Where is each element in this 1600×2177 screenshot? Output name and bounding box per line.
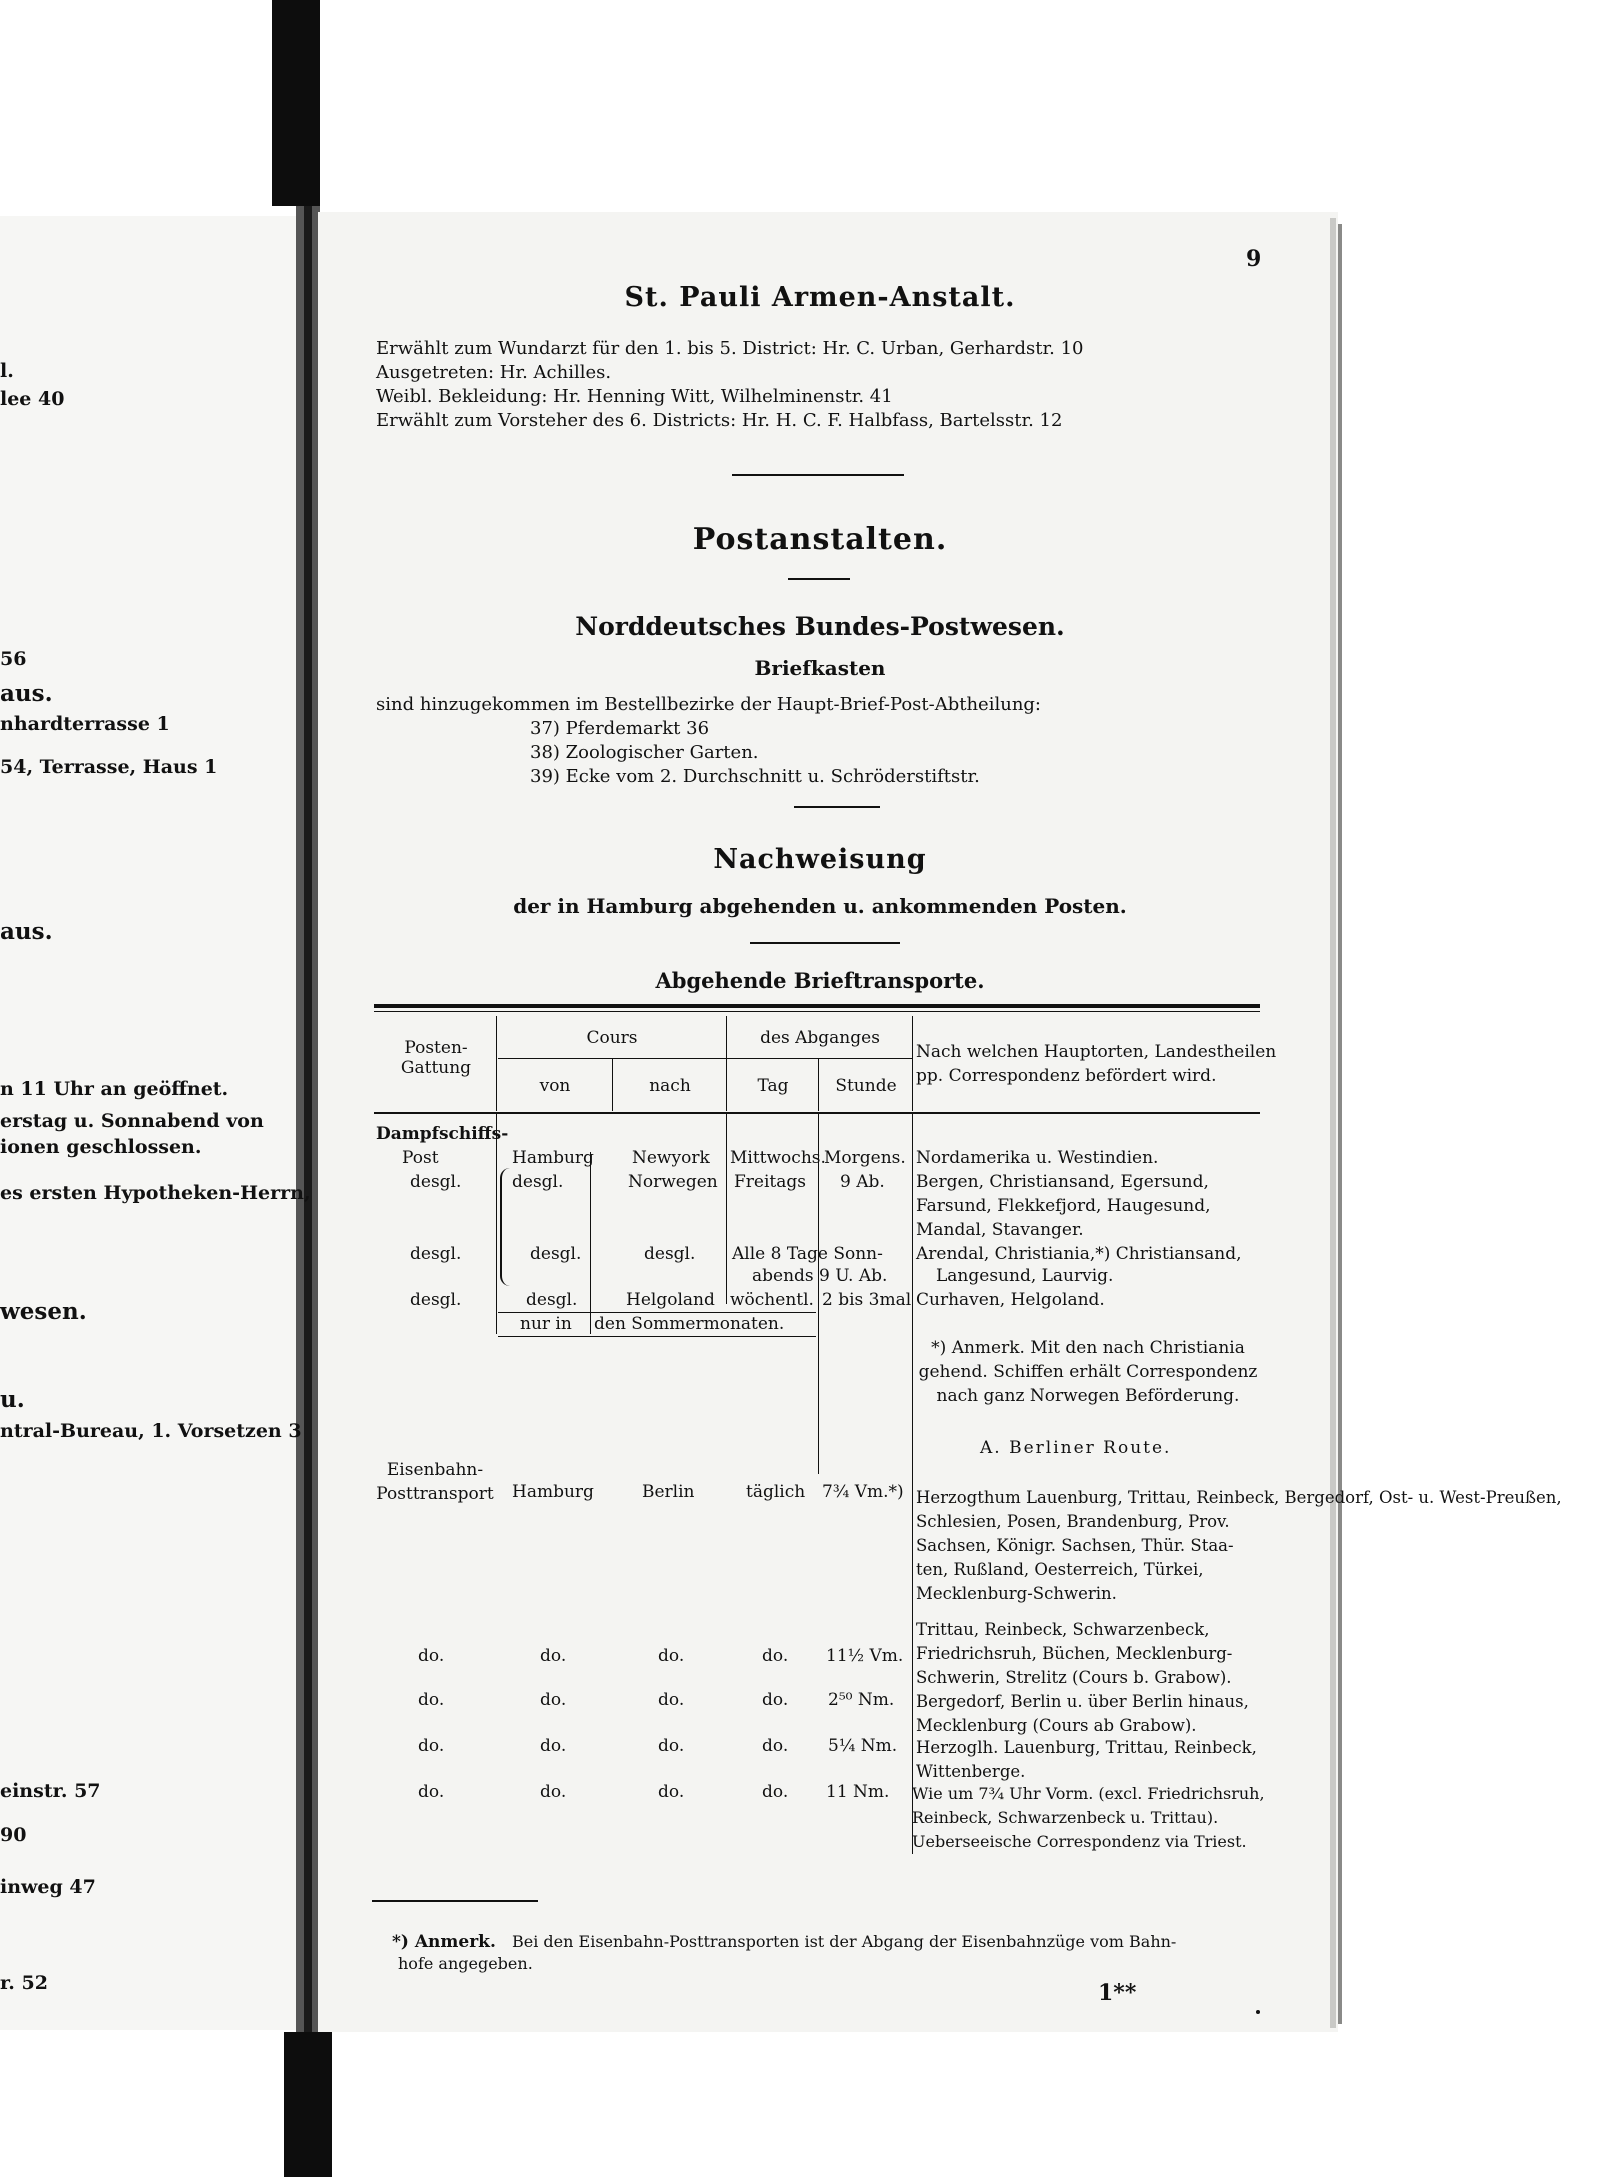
abgang-rule [726,1058,912,1059]
nach-cell: do. [658,1690,685,1710]
von-cell: Hamburg [512,1148,594,1168]
von-cell: desgl. [512,1172,564,1192]
gattung-dampf: Dampfschiffs- [376,1124,509,1144]
von-cell: desgl. [526,1290,578,1310]
tag-cell: abends 9 U. Ab. [752,1266,888,1286]
section-subtitle: Norddeutsches Bundes-Postwesen. [575,612,1065,641]
nach-cell: Newyork [632,1148,710,1168]
col-divider [818,1114,819,1474]
armen-line: Erwählt zum Vorsteher des 6. Districts: Hr. H. C. F. Halbfass, Bartelsstr. 12 [376,410,1063,431]
tag-cell: do. [762,1782,789,1802]
left-line: r. 52 [0,1972,48,1994]
gattung-cell: desgl. [410,1244,462,1264]
section-title: St. Pauli Armen-Anstalt. [624,282,1016,313]
binder-clip-bottom [284,2032,332,2177]
footnote-text-line: Bei den Eisenbahn-Posttransporten ist der Abgang der Eisenbahnzüge vom Bahn- [512,1932,1177,1951]
binder-clip-top [272,0,320,206]
stunde-cell: 5¼ Nm. [828,1736,898,1756]
left-line: es ersten Hypotheken-Herrn, [0,1182,311,1204]
von-cell: desgl. [530,1244,582,1264]
nach-cell: den Sommermonaten. [594,1314,785,1334]
briefkasten-item: 38) Zoologischer Garten. [530,742,759,763]
left-line: 90 [0,1824,27,1846]
gattung-cell: do. [418,1782,445,1802]
page-number: 9 [1246,246,1262,272]
orte-cell: Bergen, Christiansand, Egersund, [916,1172,1209,1192]
left-line: aus. [0,918,53,945]
nach-cell: desgl. [644,1244,696,1264]
orte-line: Herzoglh. Lauenburg, Trittau, Reinbeck, [916,1738,1257,1757]
route-title: A. Berliner Route. [980,1438,1172,1458]
gattung-line: Posttransport [376,1484,494,1504]
stunde-cell: 7¾ Vm.*) [822,1482,904,1502]
tag-cell: täglich [746,1482,806,1502]
orte-line: ten, Rußland, Oesterreich, Türkei, [916,1560,1204,1579]
tag-cell: Mittwochs. [730,1148,826,1168]
col-divider [912,1016,913,1111]
left-line: erstag u. Sonnabend von [0,1110,264,1132]
nach-cell: Helgoland [626,1290,715,1310]
orte-line: Friedrichsruh, Büchen, Mecklenburg- [916,1644,1233,1663]
left-line: u. [0,1386,25,1413]
stunde-cell: 11½ Vm. [826,1646,904,1666]
orte-line: Schwerin, Strelitz (Cours b. Grabow). [916,1668,1232,1687]
header-abgang: des Abganges [760,1028,880,1048]
left-line: 54, Terrasse, Haus 1 [0,756,218,778]
left-line: ionen geschlossen. [0,1136,202,1158]
nach-cell: do. [658,1646,685,1666]
orte-line: Schlesien, Posen, Brandenburg, Prov. [916,1512,1230,1531]
gattung-cell: do. [418,1646,445,1666]
stunde-cell: 2⁵⁰ Nm. [828,1690,895,1710]
orte-cell [916,1690,1249,1738]
header-orte-line: Nach welchen Hauptorten, Landestheilen [916,1042,1277,1062]
header-von: von [539,1076,571,1096]
orte-cell: Langesund, Laurvig. [936,1266,1114,1286]
section-heading: Abgehende Brieftransporte. [655,968,985,993]
left-line: l. [0,360,14,382]
left-line: lee 40 [0,388,65,410]
left-line: ntral-Bureau, 1. Vorsetzen 3 [0,1420,302,1442]
nach-cell: do. [658,1782,685,1802]
tag-cell: Alle 8 Tage Sonn- [732,1244,883,1264]
orte-cell [916,1486,1562,1606]
header-tag: Tag [757,1076,789,1096]
section-title: Nachweisung [713,844,927,875]
book-gutter-shadow [304,206,312,2036]
orte-line: Trittau, Reinbeck, Schwarzenbeck, [916,1620,1210,1639]
briefkasten-title: Briefkasten [754,656,886,680]
header-gattung-line: Gattung [400,1058,472,1078]
left-line: wesen. [0,1298,87,1325]
divider [788,578,850,580]
table-top-rule-thin [374,1011,1260,1012]
gattung-cell: do. [418,1690,445,1710]
tag-cell: do. [762,1736,789,1756]
footnote-marker: *) Anmerk. [392,1932,496,1952]
left-line: einstr. 57 [0,1780,101,1802]
briefkasten-item: 39) Ecke vom 2. Durchschnitt u. Schröderstiftstr. [530,766,980,787]
von-cell: do. [540,1690,567,1710]
nach-cell: do. [658,1736,685,1756]
header-nach: nach [649,1076,691,1096]
signature-mark: 1** [1098,1980,1137,2006]
anmerk-line: *) Anmerk. Mit den nach Christiania [931,1338,1245,1358]
armen-line: Erwählt zum Wundarzt für den 1. bis 5. District: Hr. C. Urban, Gerhardstr. 10 [376,338,1084,359]
orte-line: Sachsen, Königr. Sachsen, Thür. Staa- [916,1536,1234,1555]
col-divider [912,1114,913,1854]
orte-line: Bergedorf, Berlin u. über Berlin hinaus, [916,1692,1249,1711]
left-line: inweg 47 [0,1876,96,1898]
orte-line: Mecklenburg-Schwerin. [916,1584,1117,1603]
stunde-cell: 11 Nm. [826,1782,890,1802]
table-top-rule [374,1004,1260,1008]
gattung-cell: desgl. [410,1290,462,1310]
tag-cell: Freitags [734,1172,806,1192]
orte-cell: Curhaven, Helgoland. [916,1290,1105,1310]
header-stunde: Stunde [835,1076,897,1096]
stunde-cell: 2 bis 3mal [822,1290,912,1310]
orte-line: Mecklenburg (Cours ab Grabow). [916,1716,1197,1735]
left-line: 56 [0,648,27,670]
orte-line: Reinbeck, Schwarzenbeck u. Trittau). [912,1808,1219,1827]
section-subtitle: der in Hamburg abgehenden u. ankommenden Posten. [513,894,1127,918]
tag-cell: do. [762,1646,789,1666]
col-divider [818,1058,819,1111]
tag-cell: wöchentl. [730,1290,814,1310]
bracket-brace [500,1168,512,1286]
armen-line: Ausgetreten: Hr. Achilles. [376,362,612,383]
orte-line: Ueberseeische Correspondenz via Triest. [912,1832,1247,1851]
gattung-cell: do. [418,1736,445,1756]
divider [750,942,900,944]
orte-cell [916,1736,1257,1784]
col-divider [612,1058,613,1111]
section-title: Postanstalten. [692,522,948,557]
orte-line: Wittenberge. [916,1762,1026,1781]
footnote-rule [372,1900,538,1902]
row-rule [498,1312,816,1313]
von-cell: do. [540,1736,567,1756]
header-orte [916,1040,1276,1088]
left-line: aus. [0,680,53,707]
speck-mark [1256,2010,1260,2014]
divider [732,474,904,476]
page-edge [1330,218,1336,2028]
briefkasten-intro: sind hinzugekommen im Bestellbezirke der Haupt-Brief-Post-Abtheilung: [376,694,1041,715]
gattung-eisenbahn [376,1458,494,1506]
table-header-rule [374,1112,1260,1114]
stunde-cell: Morgens. [824,1148,906,1168]
left-line: n 11 Uhr an geöffnet. [0,1078,229,1100]
footnote-text-line: hofe angegeben. [398,1954,533,1973]
page-edge-shadow [1338,224,1342,2024]
left-line: nhardterrasse 1 [0,713,170,735]
von-cell: Hamburg [512,1482,594,1502]
divider [794,806,880,808]
orte-cell: Farsund, Flekkefjord, Haugesund, [916,1196,1211,1216]
orte-line: Herzogthum Lauenburg, Trittau, Reinbeck, Bergedorf, Ost- u. West-Preußen, [916,1488,1562,1507]
von-cell: do. [540,1782,567,1802]
header-gattung-line: Posten- [404,1038,468,1058]
orte-cell [912,1782,1265,1854]
header-cours: Cours [586,1028,638,1048]
orte-cell: Arendal, Christiania,*) Christiansand, [916,1244,1242,1264]
dampf-anmerk [916,1336,1260,1408]
gattung-dampf: Post [402,1148,439,1168]
orte-cell: Nordamerika u. Westindien. [916,1148,1159,1168]
von-cell: nur in [520,1314,572,1334]
stunde-cell: 9 Ab. [840,1172,885,1192]
col-divider [496,1016,497,1111]
col-divider [496,1114,497,1334]
orte-line: Wie um 7¾ Uhr Vorm. (excl. Friedrichsruh, [912,1784,1265,1803]
von-cell: do. [540,1646,567,1666]
header-orte-line: pp. Correspondenz befördert wird. [916,1066,1217,1086]
gattung-line: Eisenbahn- [386,1460,484,1480]
anmerk-line: nach ganz Norwegen Beförderung. [936,1386,1240,1406]
col-divider [726,1016,727,1111]
orte-cell: Mandal, Stavanger. [916,1220,1084,1240]
tag-cell: do. [762,1690,789,1710]
nach-cell: Berlin [642,1482,695,1502]
row-rule [498,1336,816,1337]
briefkasten-item: 37) Pferdemarkt 36 [530,718,710,739]
orte-cell [916,1618,1232,1690]
gattung-dampf: desgl. [410,1172,462,1192]
header-gattung [378,1038,494,1078]
armen-line: Weibl. Bekleidung: Hr. Henning Witt, Wilhelminenstr. 41 [376,386,893,407]
anmerk-line: gehend. Schiffen erhält Correspondenz [918,1362,1258,1382]
nach-cell: Norwegen [628,1172,718,1192]
col-divider [590,1152,591,1334]
col-divider [726,1114,727,1304]
